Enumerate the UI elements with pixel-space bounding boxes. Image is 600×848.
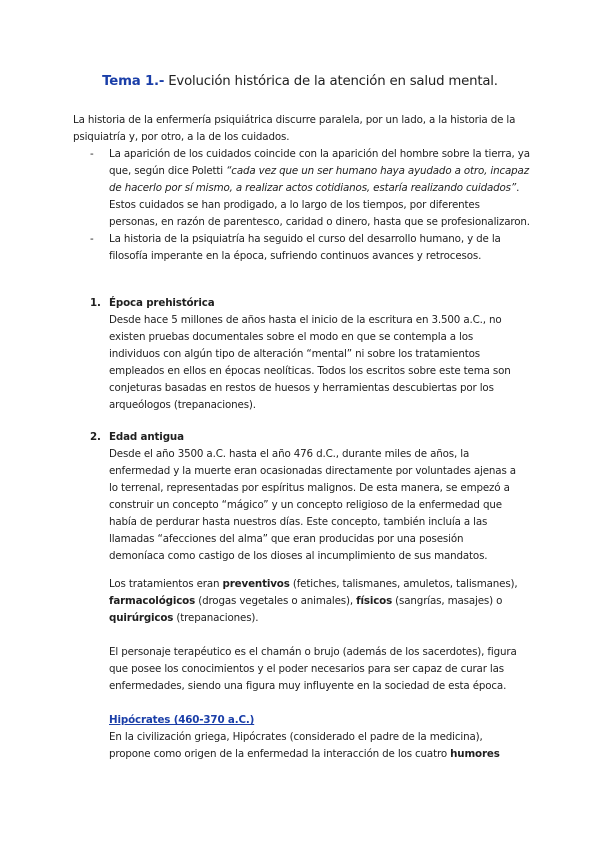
list-item bbox=[90, 146, 530, 231]
treatment-preventive: preventivos bbox=[222, 578, 290, 590]
treatments-paragraph bbox=[109, 576, 519, 627]
title-text: Evolución histórica de la atención en salud mental. bbox=[168, 74, 498, 89]
section-prehistoric bbox=[90, 295, 520, 414]
section-heading bbox=[90, 295, 520, 312]
section-body: Desde el año 3500 a.C. hasta el año 476 d.C., durante miles de años, la enfermedad y la muerte eran ocasionadas directamente por voluntades ajenas a lo terrenal, representadas por espíritus malignos. De esta manera, se empezó a construir un concepto “mágico” y un concepto religioso de la enfermedad que había de perdurar hasta nuestros días. Este concepto, también incluía a las llamadas “afecciones del alma” que eran producidas por una posesión demoníaca como castigo de los dioses al incumplimiento de sus mandatos. bbox=[109, 448, 516, 562]
section-number: 1. bbox=[90, 297, 101, 309]
hippocrates-text: En la civilización griega, Hipócrates (considerado el padre de la medicina), propone como origen de la enfermedad la interacción de los cuatro bbox=[109, 731, 483, 760]
section-title: Época prehistórica bbox=[109, 297, 215, 309]
treatment-pharmacological: farmacológicos bbox=[109, 595, 196, 607]
bullet-1-continuation: . Estos cuidados se han prodigado, a lo largo de los tiempos, por diferentes personas, en razón de parentesco, caridad o dinero, hasta que se profesionalizaron. bbox=[109, 182, 530, 228]
poletti-quote: “cada vez que un ser humano haya ayudado a otro, incapaz de hacerlo por sí mismo, a realizar actos cotidianos, estaría realizando cuidados” bbox=[109, 165, 529, 194]
hippocrates-link[interactable]: Hipócrates (460-370 a.C.) bbox=[109, 714, 255, 726]
humores-term: humores bbox=[450, 748, 500, 760]
title-number: Tema 1.- bbox=[102, 74, 165, 89]
treatment-detail: (trepanaciones). bbox=[173, 612, 259, 624]
hippocrates-block bbox=[109, 712, 519, 763]
page-title bbox=[0, 72, 600, 92]
treatments-lead: Los tratamientos eran bbox=[109, 578, 223, 590]
section-number: 2. bbox=[90, 431, 101, 443]
treatment-detail: (fetiches, talismanes, amuletos, talismanes), bbox=[289, 578, 518, 590]
bullet-2-text: La historia de la psiquiatría ha seguido el curso del desarrollo humano, y de la filosofía imperante en la época, sufriendo continuos avances y retrocesos. bbox=[109, 233, 501, 262]
treatment-detail: (sangrías, masajes) o bbox=[392, 595, 503, 607]
section-ancient bbox=[90, 429, 520, 565]
treatment-physical: físicos bbox=[356, 595, 393, 607]
bullet-1-text: La aparición de los cuidados coincide con la aparición del hombre sobre la tierra, ya que, según dice Poletti bbox=[109, 148, 530, 177]
section-heading bbox=[90, 429, 520, 446]
section-body: Desde hace 5 millones de años hasta el inicio de la escritura en 3.500 a.C., no existen pruebas documentales sobre el modo en que se contempla a los individuos con algún tipo de alteración “mental” ni sobre los tratamientos empleados en ellos en épocas neolíticas. Todos los escritos sobre este tema son conjeturas basadas en restos de huesos y herramientas descubiertas por los arqueólogos (trepanaciones). bbox=[109, 314, 511, 411]
intro-paragraph: La historia de la enfermería psiquiátrica discurre paralela, por un lado, a la historia de la psiquiatría y, por otro, a la de los cuidados. bbox=[73, 114, 516, 143]
healer-paragraph: El personaje terapéutico es el chamán o brujo (además de los sacerdotes), figura que posee los conocimientos y el poder necesarios para ser capaz de curar las enfermedades, siendo una figura muy influyente en la sociedad de esta época. bbox=[109, 646, 517, 692]
dash-list bbox=[90, 146, 530, 265]
section-title: Edad antigua bbox=[109, 431, 184, 443]
list-item bbox=[90, 231, 530, 265]
treatment-detail: (drogas vegetales o animales), bbox=[195, 595, 357, 607]
hippocrates-paragraph bbox=[109, 729, 519, 763]
treatment-surgical: quirúrgicos bbox=[109, 612, 174, 624]
